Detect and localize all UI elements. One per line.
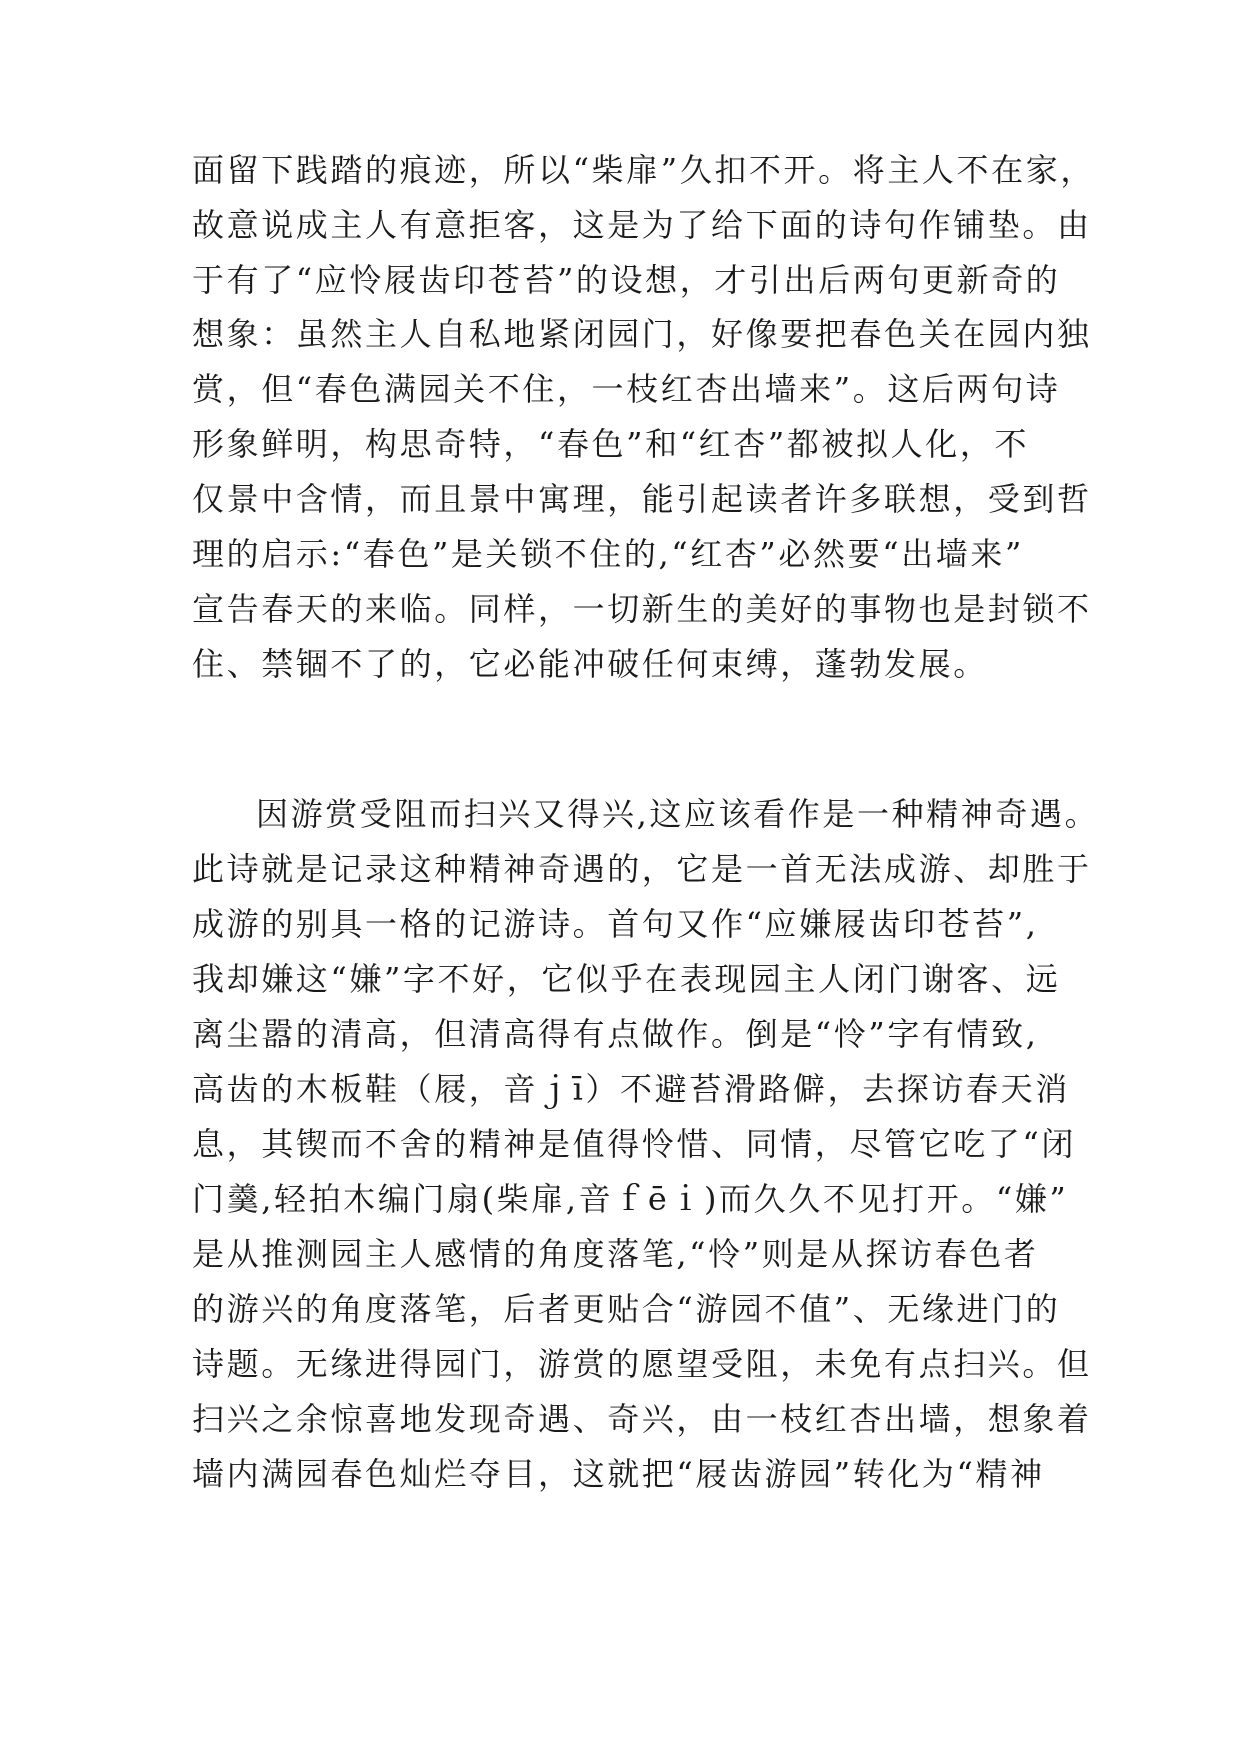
text-line: 我却嫌这“嫌”字不好，它似乎在表现园主人闭门谢客、远 xyxy=(192,960,1061,998)
text-line: 因游赏受阻而扫兴又得兴,这应该看作是一种精神奇遇。 xyxy=(256,795,1100,833)
text-line: 赏，但“春色满园关不住，一枝红杏出墙来”。这后两句诗 xyxy=(192,370,1061,408)
text-line: 于有了“应怜屐齿印苍苔”的设想，才引出后两句更新奇的 xyxy=(192,261,1061,299)
text-line: 高齿的木板鞋（屐，音ｊī）不避苔滑路僻，去探访春天消 xyxy=(192,1070,1070,1108)
text-line: 离尘嚣的清高，但清高得有点做作。倒是“怜”字有情致, xyxy=(192,1015,1039,1053)
text-line: 理的启示:“春色”是关锁不住的,“红杏”必然要“出墙来” xyxy=(192,535,1024,573)
text-line: 仅景中含情，而且景中寓理，能引起读者许多联想，受到哲 xyxy=(192,480,1092,518)
text-line: 成游的别具一格的记游诗。首句又作“应嫌屐齿印苍苔”, xyxy=(192,905,1039,943)
text-line: 扫兴之余惊喜地发现奇遇、奇兴，由一枝红杏出墙，想象着 xyxy=(192,1400,1092,1438)
text-line: 此诗就是记录这种精神奇遇的，它是一首无法成游、却胜于 xyxy=(192,850,1092,888)
text-line: 住、禁锢不了的，它必能冲破任何束缚，蓬勃发展。 xyxy=(192,645,988,683)
text-line: 宣告春天的来临。同样，一切新生的美好的事物也是封锁不 xyxy=(192,590,1092,628)
text-line: 故意说成主人有意拒客，这是为了给下面的诗句作铺垫。由 xyxy=(192,206,1092,244)
text-line: 是从推测园主人感情的角度落笔,“怜”则是从探访春色者 xyxy=(192,1235,1039,1273)
text-line: 想象：虽然主人自私地紧闭园门，好像要把春色关在园内独 xyxy=(192,315,1092,353)
text-line: 墙内满园春色灿烂夺目，这就把“屐齿游园”转化为“精神 xyxy=(192,1455,1045,1493)
text-line: 形象鲜明，构思奇特，“春色”和“红杏”都被拟人化，不 xyxy=(192,425,1030,463)
text-line: 面留下践踏的痕迹，所以“柴扉”久扣不开。将主人不在家， xyxy=(192,151,1095,189)
text-line: 的游兴的角度落笔，后者更贴合“游园不值”、无缘进门的 xyxy=(192,1290,1061,1328)
text-line: 门羹,轻拍木编门扇(柴扉,音ｆēｉ)而久久不见打开。“嫌” xyxy=(192,1180,1069,1218)
text-line: 诗题。无缘进得园门，游赏的愿望受阻，未免有点扫兴。但 xyxy=(192,1345,1092,1383)
text-line: 息，其锲而不舍的精神是值得怜惜、同情，尽管它吃了“闭 xyxy=(192,1125,1076,1163)
